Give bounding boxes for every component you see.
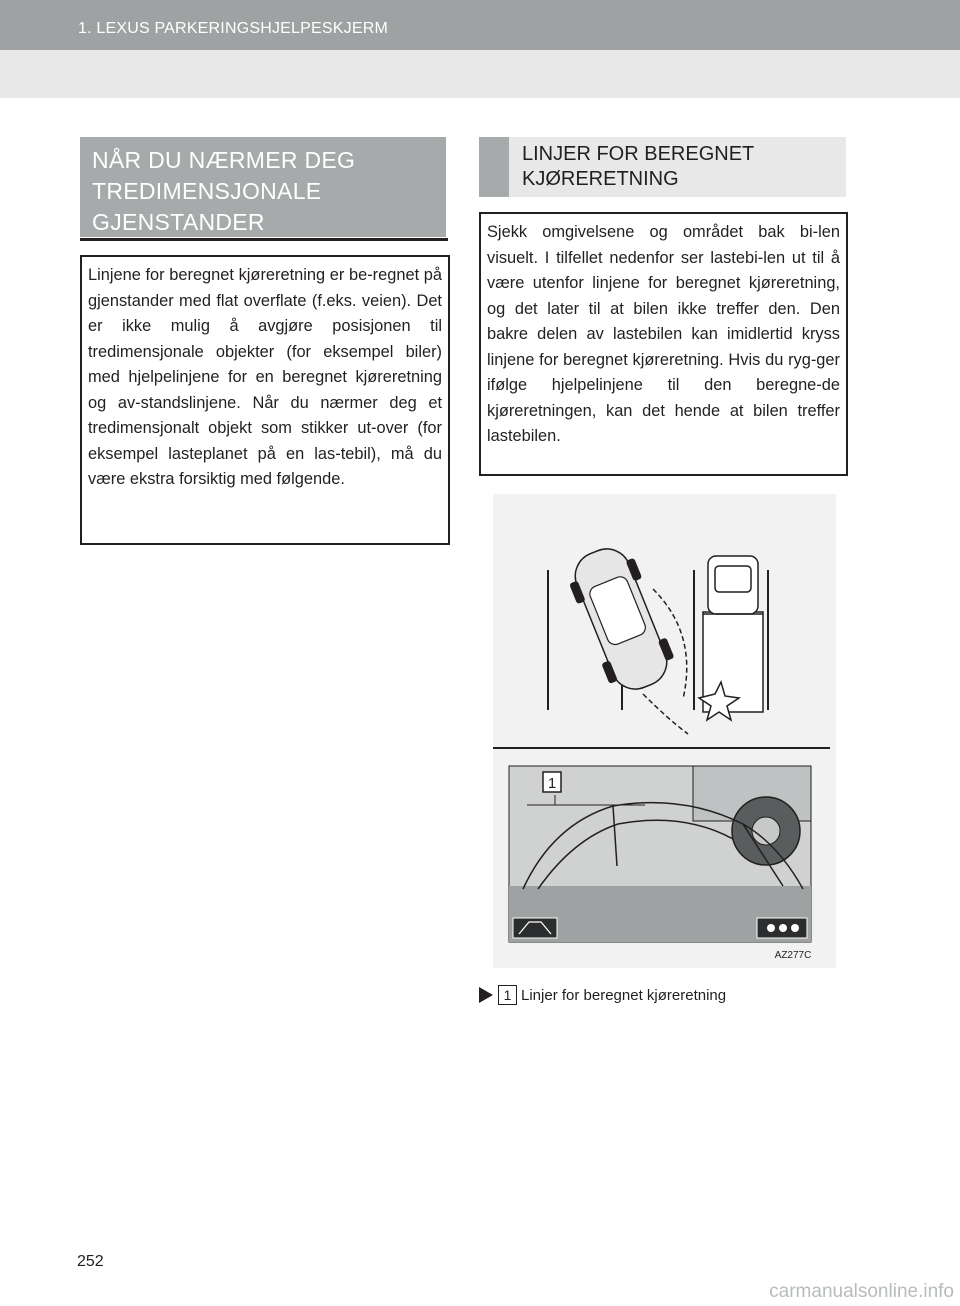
left-section-box: Linjene for beregnet kjøreretning er be-regnet på gjenstander med flat overflate (f.eks. veien). Det er ikke mulig å avgjøre posisjonen til tredimensjonale objekter (for eksempel biler) med hjelpelinjene for en beregnet kjøreretning og av-standslinjene. Når du nærmer deg et tredimensjonalt objekt som stikker ut-over (for eksempel lasteplanet på en las-tebil), må du være ekstra forsiktig med følgende.	[80, 255, 450, 545]
parking-illustration	[493, 494, 836, 968]
truck-top-view	[703, 556, 763, 712]
chapter-title: 1. LEXUS PARKERINGSHJELPESKJERM	[78, 20, 388, 37]
camera-view-icon	[513, 918, 557, 938]
page-number: 252	[77, 1253, 104, 1270]
caption-number: 1	[498, 985, 517, 1005]
car-top-view	[562, 539, 681, 699]
right-section-box: Sjekk omgivelsene og området bak bi-len visuelt. I tilfellet nedenfor ser lastebi-len ut til å være utenfor linjene for beregnet kjøreretning, og det later til at bilen ikke treffer den. Den bakre delen av lastebilen kan imidlertid kryss linjene for beregnet kjøreretning. Hvis du ryg-ger ifølge hjelpelinjene til den beregne-de kjøreretningen, kan det hende at bilen treffer lastebilen.	[479, 212, 848, 476]
right-section-accent-bar	[479, 137, 509, 197]
header-band	[0, 50, 960, 98]
left-section-rule	[80, 238, 448, 241]
caption-text: Linjer for beregnet kjøreretning	[521, 986, 727, 1004]
sensor-indicator-icon	[757, 918, 807, 938]
header-bar	[0, 0, 960, 50]
figure-caption	[479, 983, 726, 1007]
callout-number: 1	[547, 775, 557, 792]
figure-code: AZ277C	[774, 950, 812, 961]
triangle-arrow-icon	[479, 987, 493, 1003]
left-section-title: NÅR DU NÆRMER DEG TREDIMENSJONALE GJENSTANDER	[92, 147, 356, 235]
parking-diagram	[493, 494, 836, 968]
right-section-title: LINJER FOR BEREGNET KJØRERETNING	[522, 143, 754, 190]
watermark: carmanualsonline.info	[769, 1281, 954, 1302]
left-section-header	[80, 137, 446, 237]
right-section-header	[479, 137, 846, 197]
